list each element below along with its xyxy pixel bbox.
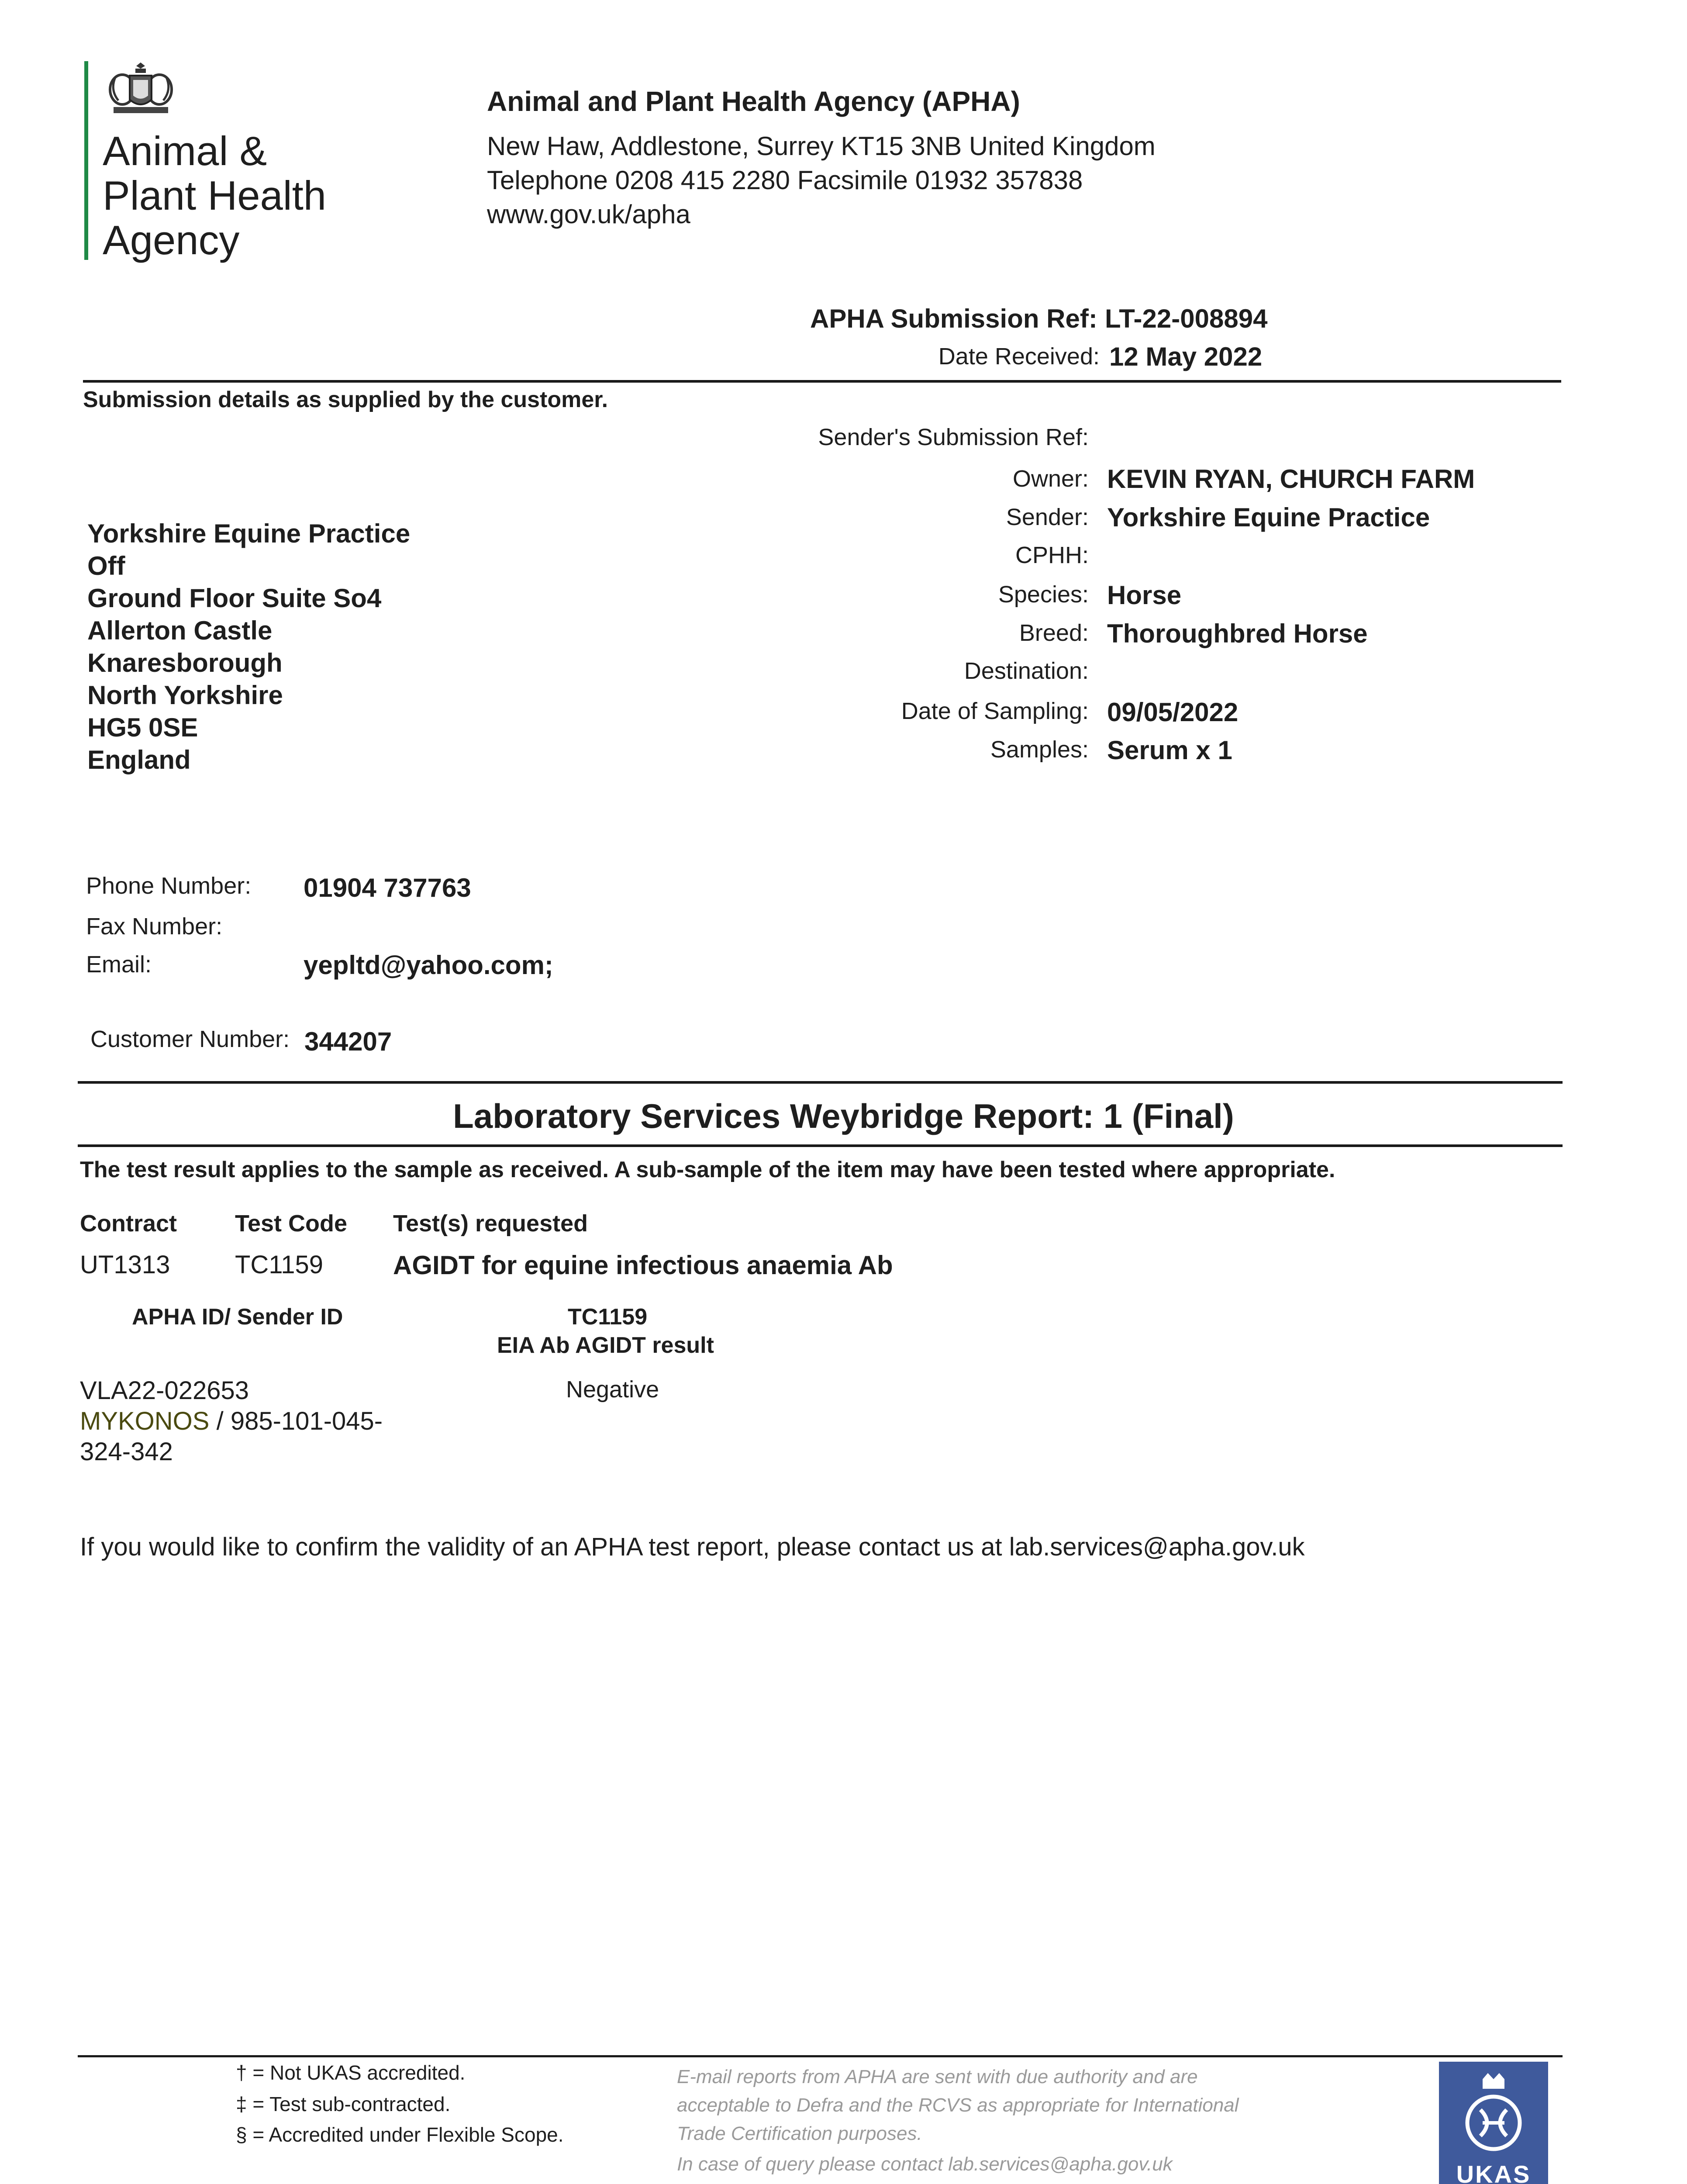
address-line: Off	[87, 551, 125, 581]
breed-label: Breed:	[1019, 620, 1089, 646]
row-contract: UT1313	[80, 1251, 170, 1279]
address-line: Ground Floor Suite So4	[87, 584, 382, 613]
report-top-divider	[78, 1081, 1563, 1084]
report-disclaimer: The test result applies to the sample as received. A sub-sample of the item may have been tested where appropriate.	[80, 1157, 1335, 1182]
sender-id-part-1: / 985-101-045-	[209, 1407, 383, 1435]
row-test-code: TC1159	[235, 1251, 324, 1279]
result-header-code: TC1159	[568, 1304, 648, 1330]
row-test: AGIDT for equine infectious anaemia Ab	[393, 1251, 893, 1280]
header-divider	[83, 380, 1561, 383]
date-received-label: Date Received:	[938, 343, 1100, 370]
report-title: Laboratory Services Weybridge Report: 1 (Final)	[453, 1097, 1234, 1135]
logo-accent-bar	[84, 61, 88, 260]
owner-value: KEVIN RYAN, CHURCH FARM	[1107, 464, 1475, 494]
footer-divider	[78, 2055, 1563, 2057]
fax-label: Fax Number:	[86, 913, 223, 940]
species-value: Horse	[1107, 581, 1182, 610]
query-note: In case of query please contact lab.services@apha.gov.uk	[677, 2153, 1173, 2175]
report-title-divider	[78, 1144, 1563, 1147]
result-sender-id	[80, 1406, 383, 1436]
phone-label: Phone Number:	[86, 873, 252, 899]
agency-name: Animal and Plant Health Agency (APHA)	[487, 86, 1020, 117]
agency-telephone: Telephone 0208 415 2280 Facsimile 01932 357838	[487, 166, 1083, 195]
address-line: HG5 0SE	[87, 713, 198, 742]
agency-address: New Haw, Addlestone, Surrey KT15 3NB United Kingdom	[487, 131, 1156, 161]
senders-ref-label: Sender's Submission Ref:	[818, 424, 1089, 450]
footnote-sub-contracted: ‡ = Test sub-contracted.	[236, 2093, 451, 2115]
logo-line-3: Agency	[103, 217, 240, 263]
cphh-label: CPHH:	[1015, 542, 1089, 568]
agency-logo-wordmark	[103, 129, 326, 263]
customer-address-block	[87, 518, 410, 776]
email-note-line-1: E-mail reports from APHA are sent with due authority and are	[677, 2066, 1198, 2087]
result-value: Negative	[566, 1376, 659, 1403]
ukas-label: UKAS	[1456, 2160, 1531, 2184]
breed-value: Thoroughbred Horse	[1107, 619, 1368, 648]
submission-ref-value: LT-22-008894	[1105, 304, 1268, 333]
logo-line-2: Plant Health	[103, 173, 327, 218]
ukas-badge	[1439, 2062, 1548, 2184]
submission-ref-label: APHA Submission Ref:	[810, 304, 1097, 333]
address-line: Allerton Castle	[87, 616, 273, 645]
phone-value: 01904 737763	[304, 873, 471, 902]
sampling-date-label: Date of Sampling:	[901, 698, 1089, 724]
result-header-id: APHA ID/ Sender ID	[132, 1304, 343, 1330]
submission-note: Submission details as supplied by the customer.	[83, 387, 608, 412]
owner-label: Owner:	[1012, 466, 1089, 492]
header-contract: Contract	[80, 1210, 177, 1237]
address-line: Knaresborough	[87, 648, 283, 677]
header-tests-requested: Test(s) requested	[393, 1210, 588, 1237]
customer-number-label: Customer Number:	[90, 1026, 290, 1052]
sender-id-part-2: 324-342	[80, 1438, 173, 1466]
address-line: England	[87, 745, 191, 774]
address-line: North Yorkshire	[87, 681, 283, 710]
result-apha-id: VLA22-022653	[80, 1376, 249, 1405]
samples-label: Samples:	[990, 736, 1089, 763]
royal-crest-icon	[103, 59, 179, 120]
header-test-code: Test Code	[235, 1210, 348, 1237]
sender-animal-name: MYKONOS	[80, 1407, 210, 1435]
address-line: Yorkshire Equine Practice	[87, 519, 411, 548]
agency-website[interactable]: www.gov.uk/apha	[487, 200, 690, 229]
email-value[interactable]: yepltd@yahoo.com;	[304, 950, 553, 980]
email-note-line-2: acceptable to Defra and the RCVS as appropriate for International	[677, 2094, 1239, 2116]
date-received-value: 12 May 2022	[1109, 342, 1263, 371]
logo-line-1: Animal &	[103, 128, 267, 174]
destination-label: Destination:	[964, 658, 1089, 684]
footnote-not-accredited: † = Not UKAS accredited.	[236, 2061, 466, 2084]
validity-note: If you would like to confirm the validity of an APHA test report, please contact us at lab.services@apha.gov.uk	[80, 1533, 1305, 1561]
sampling-date-value: 09/05/2022	[1107, 698, 1239, 727]
email-note-line-3: Trade Certification purposes.	[677, 2123, 922, 2144]
result-header-name: EIA Ab AGIDT result	[497, 1333, 714, 1358]
email-label: Email:	[86, 951, 152, 978]
sender-label: Sender:	[1006, 504, 1089, 530]
footnote-flexible-scope: § = Accredited under Flexible Scope.	[236, 2123, 564, 2146]
species-label: Species:	[998, 581, 1089, 608]
customer-number-value: 344207	[304, 1027, 392, 1056]
sender-value: Yorkshire Equine Practice	[1107, 503, 1430, 532]
samples-value: Serum x 1	[1107, 736, 1232, 765]
